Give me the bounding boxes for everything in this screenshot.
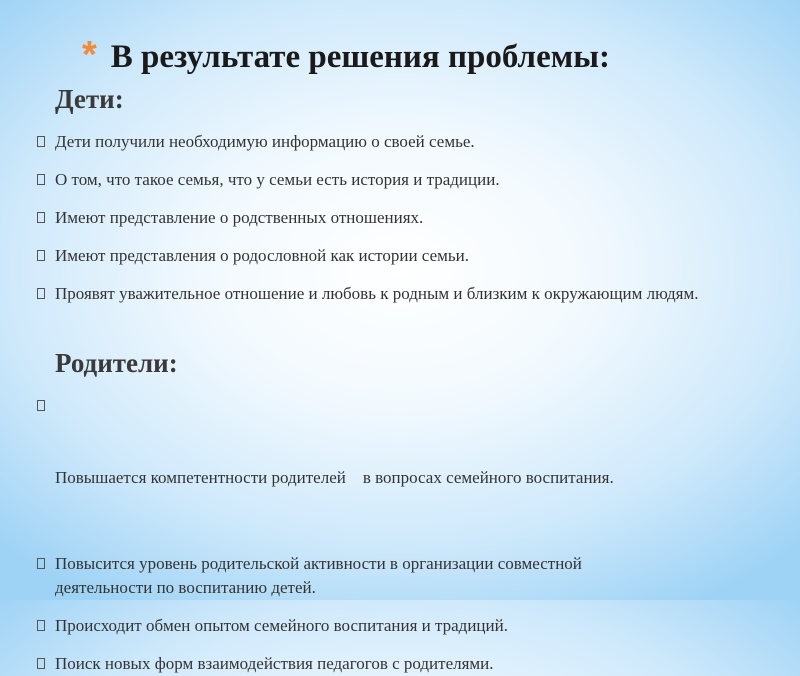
list-item-text: Повышается компетентности родителей в вопросах семейного воспитания.: [55, 468, 614, 487]
list-item: [33, 206, 773, 230]
bullet-box-icon: [37, 174, 45, 185]
slide-title: В результате решения проблемы:: [110, 39, 610, 75]
bullet-box-icon: [37, 658, 45, 669]
list-item: [33, 394, 695, 538]
title-asterisk-icon: *: [82, 34, 97, 76]
list-item-text: О том, что такое семья, что у семьи есть история и традиции.: [55, 170, 500, 189]
list-item-text: Повысится уровень родительской активности в организации совместной деятельности по воспитанию детей.: [55, 554, 582, 597]
list-item-text: Дети получили необходимую информацию о своей семье.: [55, 132, 475, 151]
list-item-text: Имеют представления о родословной как истории семьи.: [55, 246, 469, 265]
list-item: [33, 168, 773, 192]
list-item: [33, 652, 773, 676]
bullet-box-icon: [37, 558, 45, 569]
parents-list: [33, 394, 773, 676]
title-row: [82, 36, 610, 74]
list-item: [33, 552, 655, 600]
bullet-box-icon: [37, 400, 45, 411]
bullet-box-icon: [37, 288, 45, 299]
list-item-text: Поиск новых форм взаимодействия педагогов с родителями.: [55, 654, 494, 673]
list-item: [33, 282, 735, 306]
list-item: [33, 614, 773, 638]
list-item-text: Проявят уважительное отношение и любовь к родным и близким к окружающим людям.: [55, 284, 699, 303]
list-item-text: Происходит обмен опытом семейного воспитания и традиций.: [55, 616, 508, 635]
list-item: [33, 130, 773, 154]
section-heading-parents: Родители:: [55, 348, 178, 378]
section-heading-children: Дети:: [55, 84, 124, 114]
bullet-box-icon: [37, 136, 45, 147]
bullet-box-icon: [37, 250, 45, 261]
children-list: [33, 130, 773, 306]
bullet-box-icon: [37, 620, 45, 631]
list-item: [33, 244, 773, 268]
bullet-box-icon: [37, 212, 45, 223]
list-item-text: Имеют представление о родственных отношениях.: [55, 208, 424, 227]
